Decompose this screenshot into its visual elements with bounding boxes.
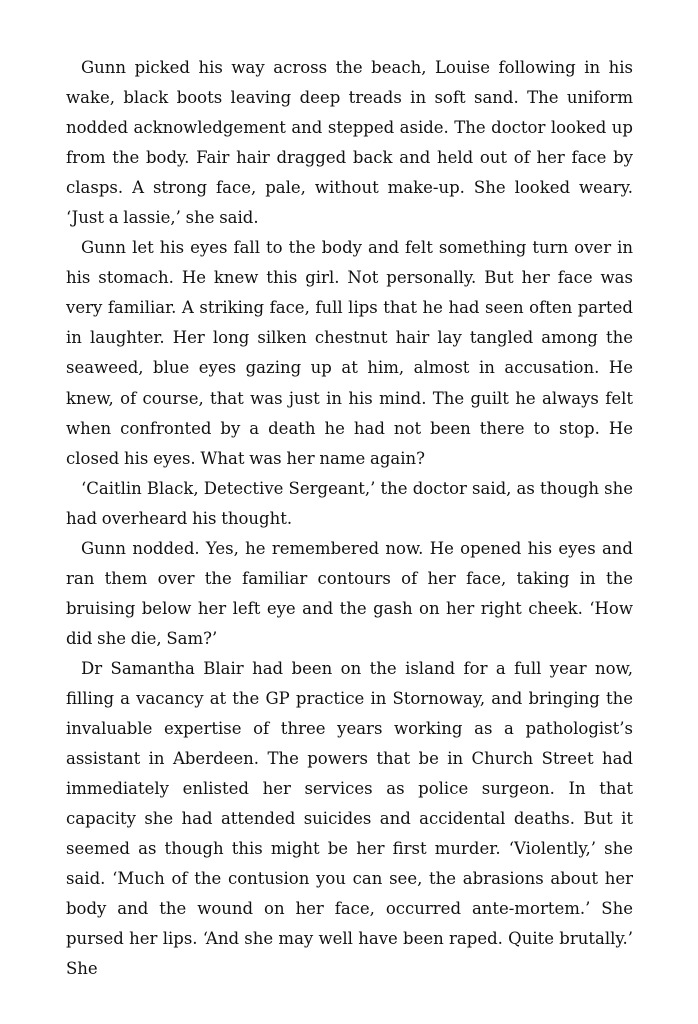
paragraph: Gunn picked his way across the beach, Louise following in his wake, black boots leaving deep treads in soft sand. The uniform nodded acknowledgement and stepped aside. The doctor looked up from the body. Fair hair dragged back and held out of her face by clasps. A strong face, pale, without make-up. She looked weary. ‘Just a lassie,’ she said. (66, 58, 633, 228)
book-page-body (66, 53, 633, 984)
paragraph: ‘Caitlin Black, Detective Sergeant,’ the doctor said, as though she had overheard his thought. (66, 478, 633, 528)
paragraph: Gunn let his eyes fall to the body and felt something turn over in his stomach. He knew this girl. Not personally. But her face was very familiar. A striking face, full lips that he had seen often parted in laughter. Her long silken chestnut hair lay tangled among the seaweed, blue eyes gazing up at him, almost in accusation. He knew, of course, that was just in his mind. The guilt he always felt when confronted by a death he had not been there to stop. He closed his eyes. What was her name again? (66, 238, 633, 468)
paragraph: Gunn nodded. Yes, he remembered now. He opened his eyes and ran them over the familiar contours of her face, taking in the bruising below her left eye and the gash on her right cheek. ‘How did she die, Sam?’ (66, 538, 633, 648)
paragraph: Dr Samantha Blair had been on the island for a full year now, filling a vacancy at the GP practice in Stornoway, and bringing the invaluable expertise of three years working as a pathologist’s assistant in Aberdeen. The powers that be in Church Street had immediately enlisted her services as police surgeon. In that capacity she had attended suicides and accidental deaths. But it seemed as though this might be her first murder. ‘Violently,’ she said. ‘Much of the contusion you can see, the abrasions about her body and the wound on her face, occurred ante-mortem.’ She pursed her lips. ‘And she may well have been raped. Quite brutally.’ She (66, 658, 633, 979)
